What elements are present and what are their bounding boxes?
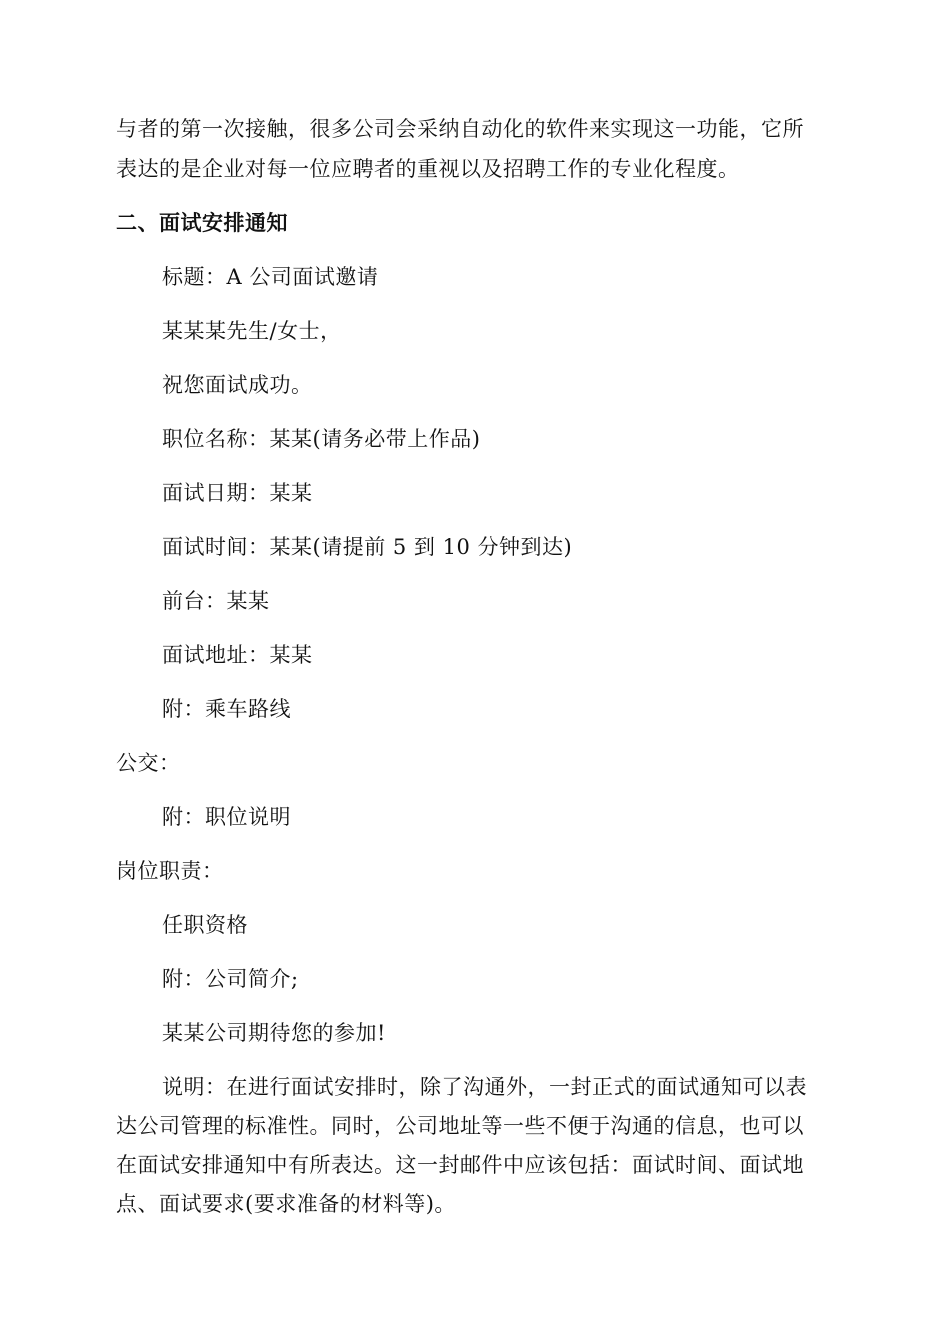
letter-qualifications: 任职资格 (162, 913, 248, 937)
note-line-1: 说明：在进行面试安排时，除了沟通外，一封正式的面试通知可以表 (162, 1075, 807, 1099)
note-line-4: 点、面试要求(要求准备的材料等)。 (116, 1192, 456, 1216)
letter-date: 面试日期：某某 (162, 481, 313, 505)
letter-wish: 祝您面试成功。 (162, 373, 313, 397)
intro-line-1: 与者的第一次接触，很多公司会采纳自动化的软件来实现这一功能，它所 (116, 117, 804, 141)
letter-duties: 岗位职责： (116, 859, 224, 883)
letter-reception: 前台：某某 (162, 589, 270, 613)
letter-time: 面试时间：某某(请提前 5 到 10 分钟到达) (162, 535, 573, 559)
letter-position: 职位名称：某某(请务必带上作品) (162, 427, 481, 451)
section-heading: 二、面试安排通知 (116, 211, 288, 235)
letter-closing: 某某公司期待您的参加! (162, 1021, 386, 1045)
letter-bus: 公交： (116, 751, 181, 775)
letter-greeting: 某某某先生/女士， (162, 319, 342, 343)
letter-company-intro: 附：公司简介; (162, 967, 299, 991)
note-line-2: 达公司管理的标准性。同时，公司地址等一些不便于沟通的信息，也可以 (116, 1114, 804, 1138)
letter-job-desc: 附：职位说明 (162, 805, 291, 829)
letter-route: 附：乘车路线 (162, 697, 291, 721)
intro-line-2: 表达的是企业对每一位应聘者的重视以及招聘工作的专业化程度。 (116, 157, 740, 181)
note-line-3: 在面试安排通知中有所表达。这一封邮件中应该包括：面试时间、面试地 (116, 1153, 804, 1177)
letter-address: 面试地址：某某 (162, 643, 313, 667)
letter-subject: 标题：A 公司面试邀请 (162, 265, 379, 289)
